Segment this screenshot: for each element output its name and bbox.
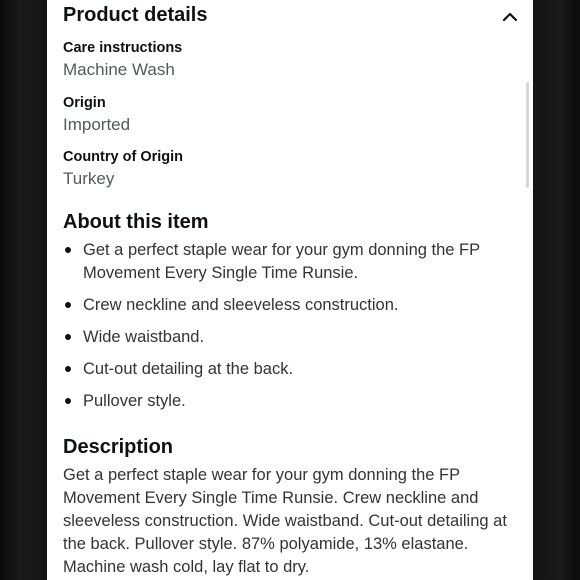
care-instructions-label: Care instructions [63, 40, 183, 56]
bullet-icon [65, 302, 71, 308]
list-item [63, 358, 513, 381]
origin-value: Imported [63, 115, 131, 134]
country-of-origin-label: Country of Origin [63, 149, 184, 165]
bullet-icon [65, 366, 71, 372]
list-item [63, 390, 513, 413]
bullet-icon [65, 398, 71, 404]
scrollbar[interactable] [526, 82, 529, 188]
bullet-text: Wide waistband. [83, 328, 205, 346]
bullet-text: Cut-out detailing at the back. [83, 360, 294, 378]
list-item [63, 294, 513, 317]
product-details-title: Product details [63, 4, 208, 26]
origin-label: Origin [63, 95, 106, 111]
bullet-text: Pullover style. [83, 392, 186, 410]
product-details-panel [47, 0, 533, 580]
about-this-item-title: About this item [63, 211, 209, 233]
about-bullet-list [63, 239, 513, 422]
bullet-icon [65, 247, 71, 253]
description-title: Description [63, 436, 174, 458]
bullet-text: Get a perfect staple wear for your gym donning the FP Movement Every Single Time Runsie. [83, 241, 480, 282]
care-instructions-value: Machine Wash [63, 60, 175, 79]
list-item [63, 239, 513, 285]
list-item [63, 326, 513, 349]
country-of-origin-value: Turkey [63, 169, 115, 188]
bullet-icon [65, 334, 71, 340]
bullet-text: Crew neckline and sleeveless construction. [83, 296, 399, 314]
chevron-up-icon[interactable] [501, 8, 519, 26]
description-text: Get a perfect staple wear for your gym donning the FP Movement Every Single Time Runsie. Crew neckline and sleeveless construction. Wide waistband. Cut-out detailing at the back. Pullover style. 87% polyamide, 13% elastane. Machine wash cold, lay flat to dry. [63, 466, 507, 576]
